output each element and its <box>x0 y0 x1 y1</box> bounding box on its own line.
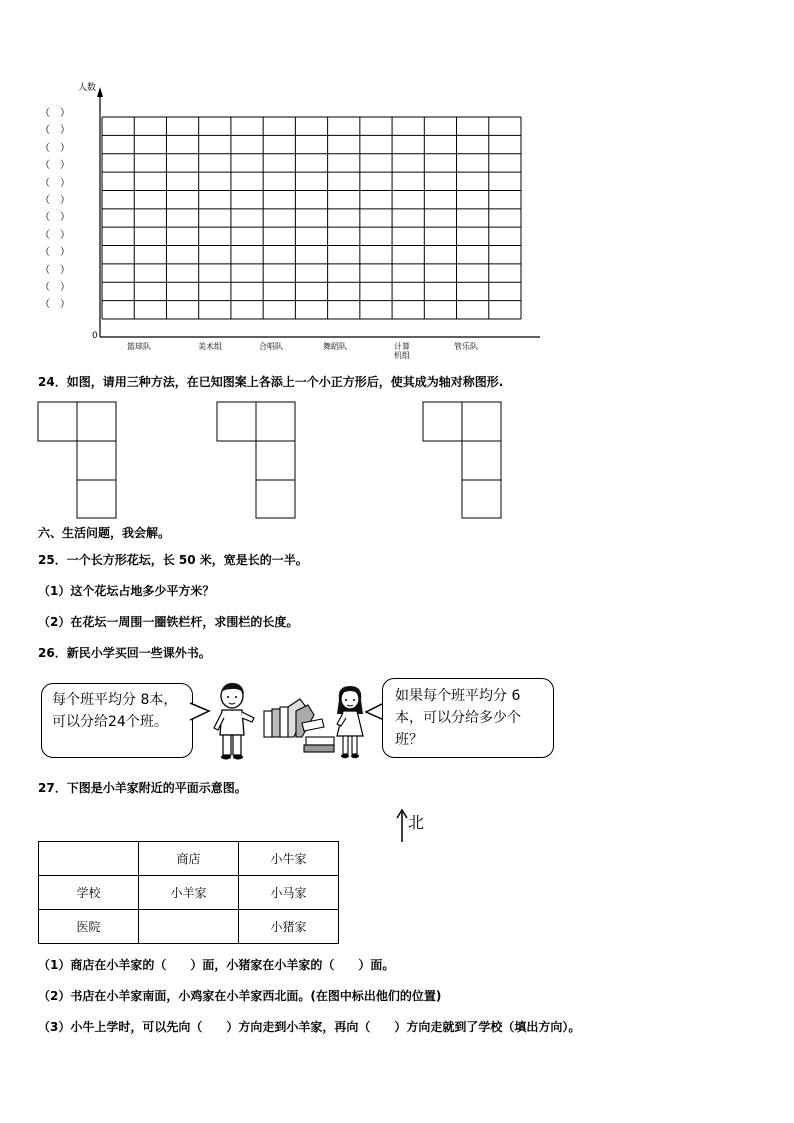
question-24: 24．如图，请用三种方法，在已知图案上各添上一个小正方形后，使其成为轴对称图形. <box>38 375 504 389</box>
figure-2 <box>216 401 298 521</box>
question-25-part-2: （2）在花坛一周围一圈铁栏杆，求围栏的长度。 <box>38 615 299 629</box>
y-axis-blank-label: （ ） <box>40 299 70 311</box>
figure-1 <box>37 401 119 521</box>
y-axis-blank-label: （ ） <box>40 142 70 154</box>
question-27-part-2: （2）书店在小羊家南面，小鸡家在小羊家西北面。(在图中标出他们的位置) <box>38 989 442 1003</box>
category-label: 舞蹈队 <box>323 342 347 351</box>
figure-3 <box>422 401 504 521</box>
table-cell: 学校 <box>39 876 139 910</box>
table-cell: 医院 <box>39 910 139 944</box>
square <box>217 402 256 441</box>
girl-illustration <box>333 684 367 762</box>
square <box>462 441 501 480</box>
question-26: 26．新民小学买回一些课外书。 <box>38 646 211 660</box>
table-cell <box>39 842 139 876</box>
square <box>462 402 501 441</box>
y-axis-blank-label: （ ） <box>40 264 70 276</box>
question-27: 27．下图是小羊家附近的平面示意图。 <box>38 781 247 795</box>
table-cell: 小马家 <box>239 876 339 910</box>
y-axis-blank-label: （ ） <box>40 177 70 189</box>
y-axis-blank-label: （ ） <box>40 282 70 293</box>
y-axis-blank-label: （ ） <box>40 212 70 224</box>
y-axis-blank-label: （ ） <box>40 108 70 119</box>
category-label: 合唱队 <box>259 342 283 351</box>
speech-bubble-right <box>382 678 554 758</box>
y-axis-label: 人数 <box>78 83 97 93</box>
y-axis-arrow <box>97 87 103 97</box>
table-cell <box>139 910 239 944</box>
square <box>77 441 116 480</box>
square <box>256 441 295 480</box>
category-label: 管乐队 <box>454 342 478 351</box>
table-cell: 商店 <box>139 842 239 876</box>
square <box>256 402 295 441</box>
y-axis-blank-label: （ ） <box>40 229 70 241</box>
category-label: 篮球队 <box>127 342 151 351</box>
speech-bubble-left-tail <box>188 700 212 724</box>
square <box>77 480 116 518</box>
north-arrow-icon <box>396 808 408 844</box>
square <box>256 480 295 518</box>
category-label-text: 计算机组 <box>394 342 410 360</box>
table-row <box>39 842 339 876</box>
question-27-part-3: （3）小牛上学时，可以先向（ ）方向走到小羊家，再向（ ）方向走就到了学校（填出方向）。 <box>38 1020 581 1034</box>
table-cell: 小羊家 <box>139 876 239 910</box>
speech-bubble-left-text: 每个班平均分 8本，可以分给24个班。 <box>52 692 178 730</box>
table-cell: 小牛家 <box>239 842 339 876</box>
question-27-part-1: （1）商店在小羊家的（ ）面，小猪家在小羊家的（ ）面。 <box>38 958 395 972</box>
square <box>423 402 462 441</box>
question-25-part-1: （1）这个花坛占地多少平方米？ <box>38 584 215 598</box>
speech-bubble-left <box>41 683 193 758</box>
square <box>462 480 501 518</box>
books-illustration <box>262 697 338 755</box>
boy-illustration <box>210 680 260 762</box>
table-cell: 小猪家 <box>239 910 339 944</box>
y-axis-blank-label: （ ） <box>40 125 70 137</box>
category-label: 美术组 <box>198 342 222 351</box>
north-label: 北 <box>408 813 425 832</box>
table-row <box>39 876 339 910</box>
bar-chart-grid <box>80 85 550 347</box>
y-axis-blank-label: （ ） <box>40 247 70 259</box>
question-25: 25．一个长方形花坛，长 50 米，宽是长的一半。 <box>38 553 308 567</box>
origin-label: 0 <box>92 331 98 341</box>
grid-lines <box>102 117 521 319</box>
section-6-title: 六、生活问题，我会解。 <box>38 526 171 540</box>
category-label <box>382 342 422 360</box>
table-row <box>39 910 339 944</box>
y-axis-blank-label: （ ） <box>40 195 70 206</box>
square <box>77 402 116 441</box>
speech-bubble-right-text: 如果每个班平均分 6本，可以分给多少个班？ <box>395 688 521 748</box>
y-axis-blank-label: （ ） <box>40 160 70 172</box>
neighborhood-map-table <box>38 841 339 944</box>
square <box>38 402 77 441</box>
